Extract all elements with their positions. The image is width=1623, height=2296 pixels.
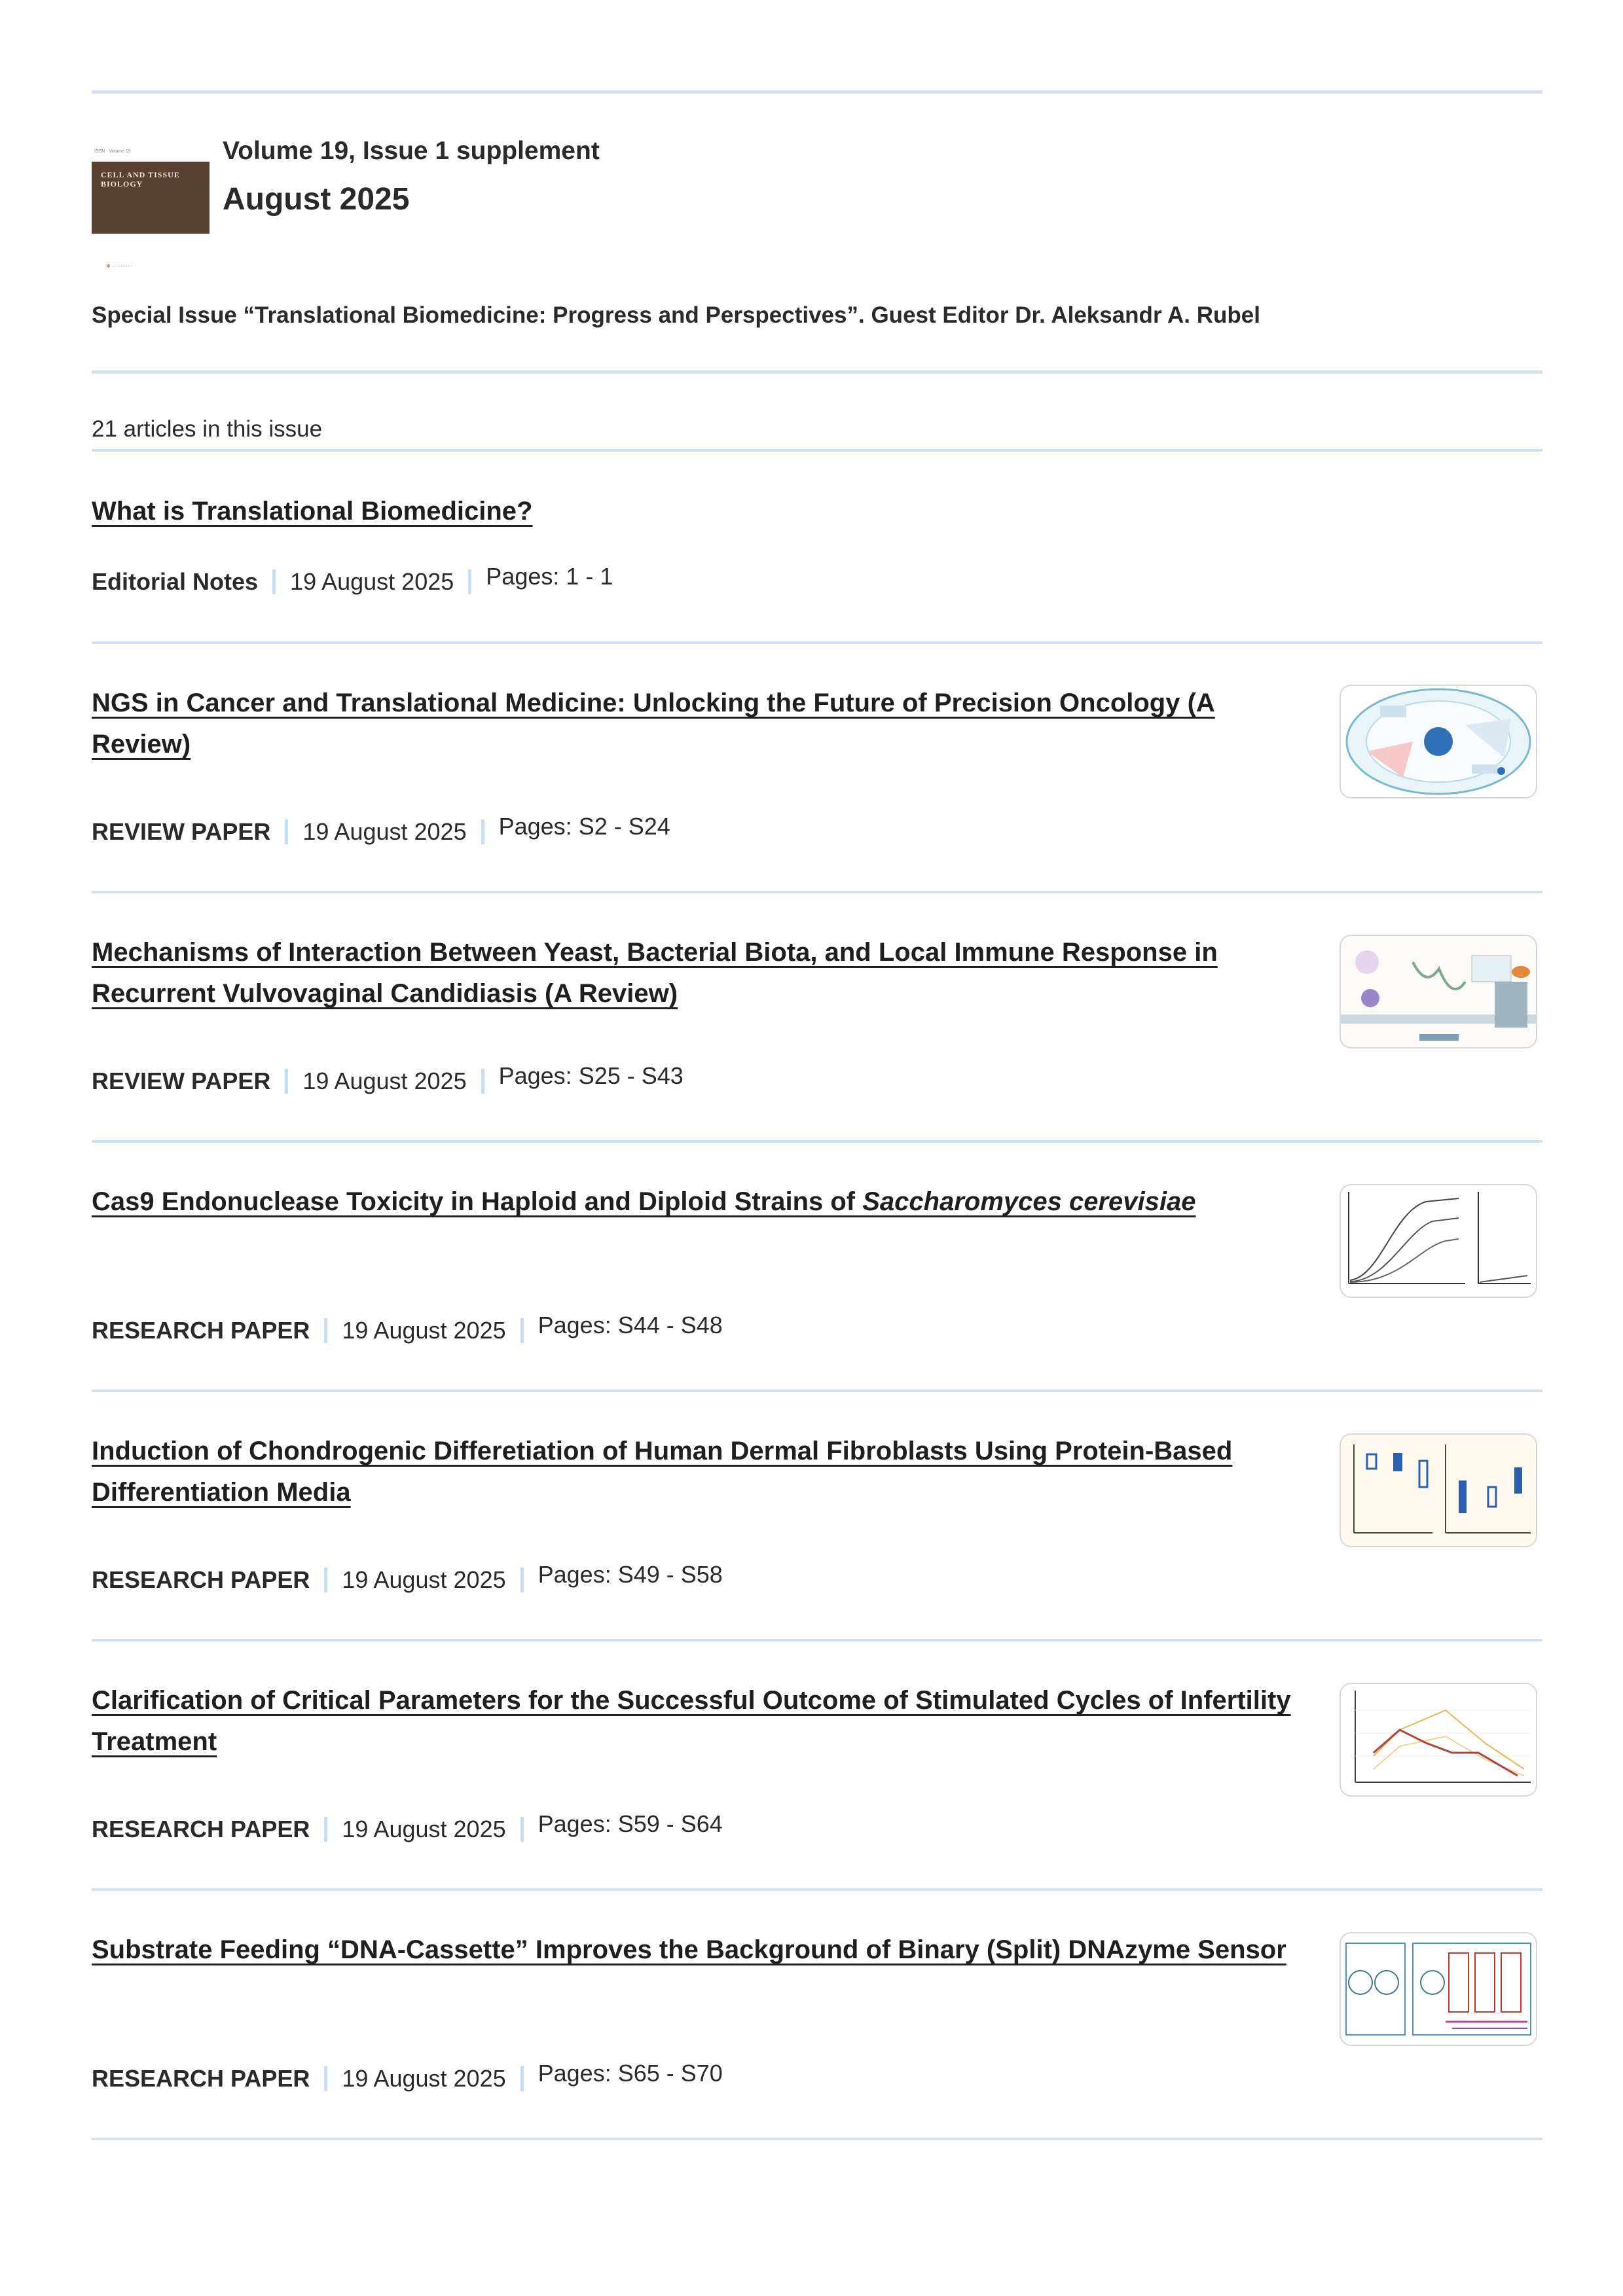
header-divider — [92, 370, 1542, 374]
article-divider — [92, 1140, 1542, 1143]
article-title-link[interactable]: Substrate Feeding “DNA-Cassette” Improves the Background of Binary (Split) DNAzyme Sensor — [92, 1935, 1286, 1964]
article-date: 19 August 2025 — [342, 1816, 506, 1842]
cover-header-text: ISSN · Volume 19 — [94, 149, 131, 154]
article-title[interactable] — [92, 932, 1309, 1014]
article-pages: Pages: S44 - S48 — [538, 1312, 723, 1338]
article-type: RESEARCH PAPER — [92, 1566, 310, 1593]
article-date: 19 August 2025 — [342, 2065, 506, 2092]
article-title-link[interactable] — [92, 1187, 1196, 1216]
article-title[interactable] — [92, 1680, 1309, 1763]
meta-separator — [324, 1817, 327, 1842]
meta-separator — [272, 569, 276, 594]
ngs-diagram-icon[interactable] — [1340, 685, 1537, 798]
meta-separator — [481, 819, 484, 844]
article-date: 19 August 2025 — [302, 1067, 467, 1094]
issue-volume: Volume 19, Issue 1 supplement — [223, 137, 600, 165]
article-divider — [92, 1888, 1542, 1891]
article-pages: Pages: S25 - S43 — [498, 1062, 684, 1089]
article-pages: Pages: S49 - S58 — [538, 1561, 723, 1588]
article-type: RESEARCH PAPER — [92, 1816, 310, 1842]
special-issue-description: Special Issue “Translational Biomedicine: Progress and Perspectives”. Guest Editor Dr. Aleksandr A. Rubel — [92, 302, 1260, 328]
article-type: RESEARCH PAPER — [92, 1317, 310, 1344]
meta-separator — [468, 569, 471, 594]
article-divider — [92, 641, 1542, 644]
article-meta — [92, 813, 670, 846]
article-type: RESEARCH PAPER — [92, 2065, 310, 2092]
meta-separator — [324, 1568, 327, 1592]
article-meta — [92, 563, 613, 596]
article-divider — [92, 2138, 1542, 2140]
meta-separator — [520, 1817, 524, 1842]
article-count: 21 articles in this issue — [92, 416, 323, 442]
article-meta — [92, 1810, 723, 1843]
article-title-link[interactable]: Induction of Chondrogenic Differetiation of Human Dermal Fibroblasts Using Protein-Based Differentiation Media — [92, 1437, 1233, 1507]
boxplot-chart-icon[interactable] — [1340, 1433, 1537, 1547]
dnazyme-diagram-icon[interactable] — [1340, 1932, 1537, 2046]
count-divider — [92, 449, 1542, 452]
meta-separator — [520, 1318, 524, 1343]
issue-date: August 2025 — [223, 182, 410, 217]
article-title[interactable] — [92, 1431, 1309, 1513]
growth-curve-chart-icon[interactable] — [1340, 1184, 1537, 1298]
article-meta — [92, 1312, 723, 1344]
article-divider — [92, 891, 1542, 893]
meta-separator — [481, 1069, 484, 1094]
journal-cover-image[interactable] — [92, 145, 210, 279]
article-date: 19 August 2025 — [342, 1317, 506, 1344]
meta-separator — [285, 819, 288, 844]
article-meta — [92, 2060, 723, 2092]
article-pages: Pages: 1 - 1 — [486, 563, 613, 590]
cover-title: CELL AND TISSUE BIOLOGY — [101, 170, 180, 188]
article-title-link[interactable]: Clarification of Critical Parameters for the Successful Outcome of Stimulated Cycles of Infertility Treatment — [92, 1686, 1291, 1756]
article-meta — [92, 1561, 723, 1594]
article-pages: Pages: S65 - S70 — [538, 2060, 723, 2087]
article-divider — [92, 1390, 1542, 1392]
article-date: 19 August 2025 — [302, 818, 467, 845]
article-type: REVIEW PAPER — [92, 1067, 271, 1094]
meta-separator — [285, 1069, 288, 1094]
article-title[interactable] — [92, 1929, 1309, 1971]
article-date: 19 August 2025 — [342, 1566, 506, 1593]
article-title[interactable] — [92, 491, 1309, 532]
top-divider — [92, 90, 1542, 94]
article-date: 19 August 2025 — [290, 568, 454, 595]
article-meta — [92, 1062, 684, 1095]
article-pages: Pages: S2 - S24 — [498, 813, 670, 840]
meta-separator — [520, 2066, 524, 2091]
meta-separator — [324, 2066, 327, 2091]
article-title-link[interactable]: What is Translational Biomedicine? — [92, 497, 533, 526]
immune-diagram-icon[interactable] — [1340, 935, 1537, 1049]
article-type: REVIEW PAPER — [92, 818, 271, 845]
article-title-species: Saccharomyces cerevisiae — [862, 1187, 1196, 1216]
article-type: Editorial Notes — [92, 568, 259, 595]
publisher-logo-icon: ✻ ·· ········· — [106, 263, 133, 269]
article-title[interactable] — [92, 683, 1309, 765]
article-pages: Pages: S59 - S64 — [538, 1810, 723, 1837]
line-chart-icon[interactable] — [1340, 1683, 1537, 1797]
article-title-text: Cas9 Endonuclease Toxicity in Haploid and Diploid Strains of — [92, 1187, 863, 1216]
article-title-link[interactable]: Mechanisms of Interaction Between Yeast, Bacterial Biota, and Local Immune Response in Recurrent Vulvovaginal Candidiasis (A Review) — [92, 938, 1218, 1008]
article-divider — [92, 1639, 1542, 1641]
article-title-link[interactable]: NGS in Cancer and Translational Medicine: Unlocking the Future of Precision Oncology (A Review) — [92, 689, 1215, 759]
article-title[interactable] — [92, 1181, 1309, 1223]
meta-separator — [520, 1568, 524, 1592]
meta-separator — [324, 1318, 327, 1343]
